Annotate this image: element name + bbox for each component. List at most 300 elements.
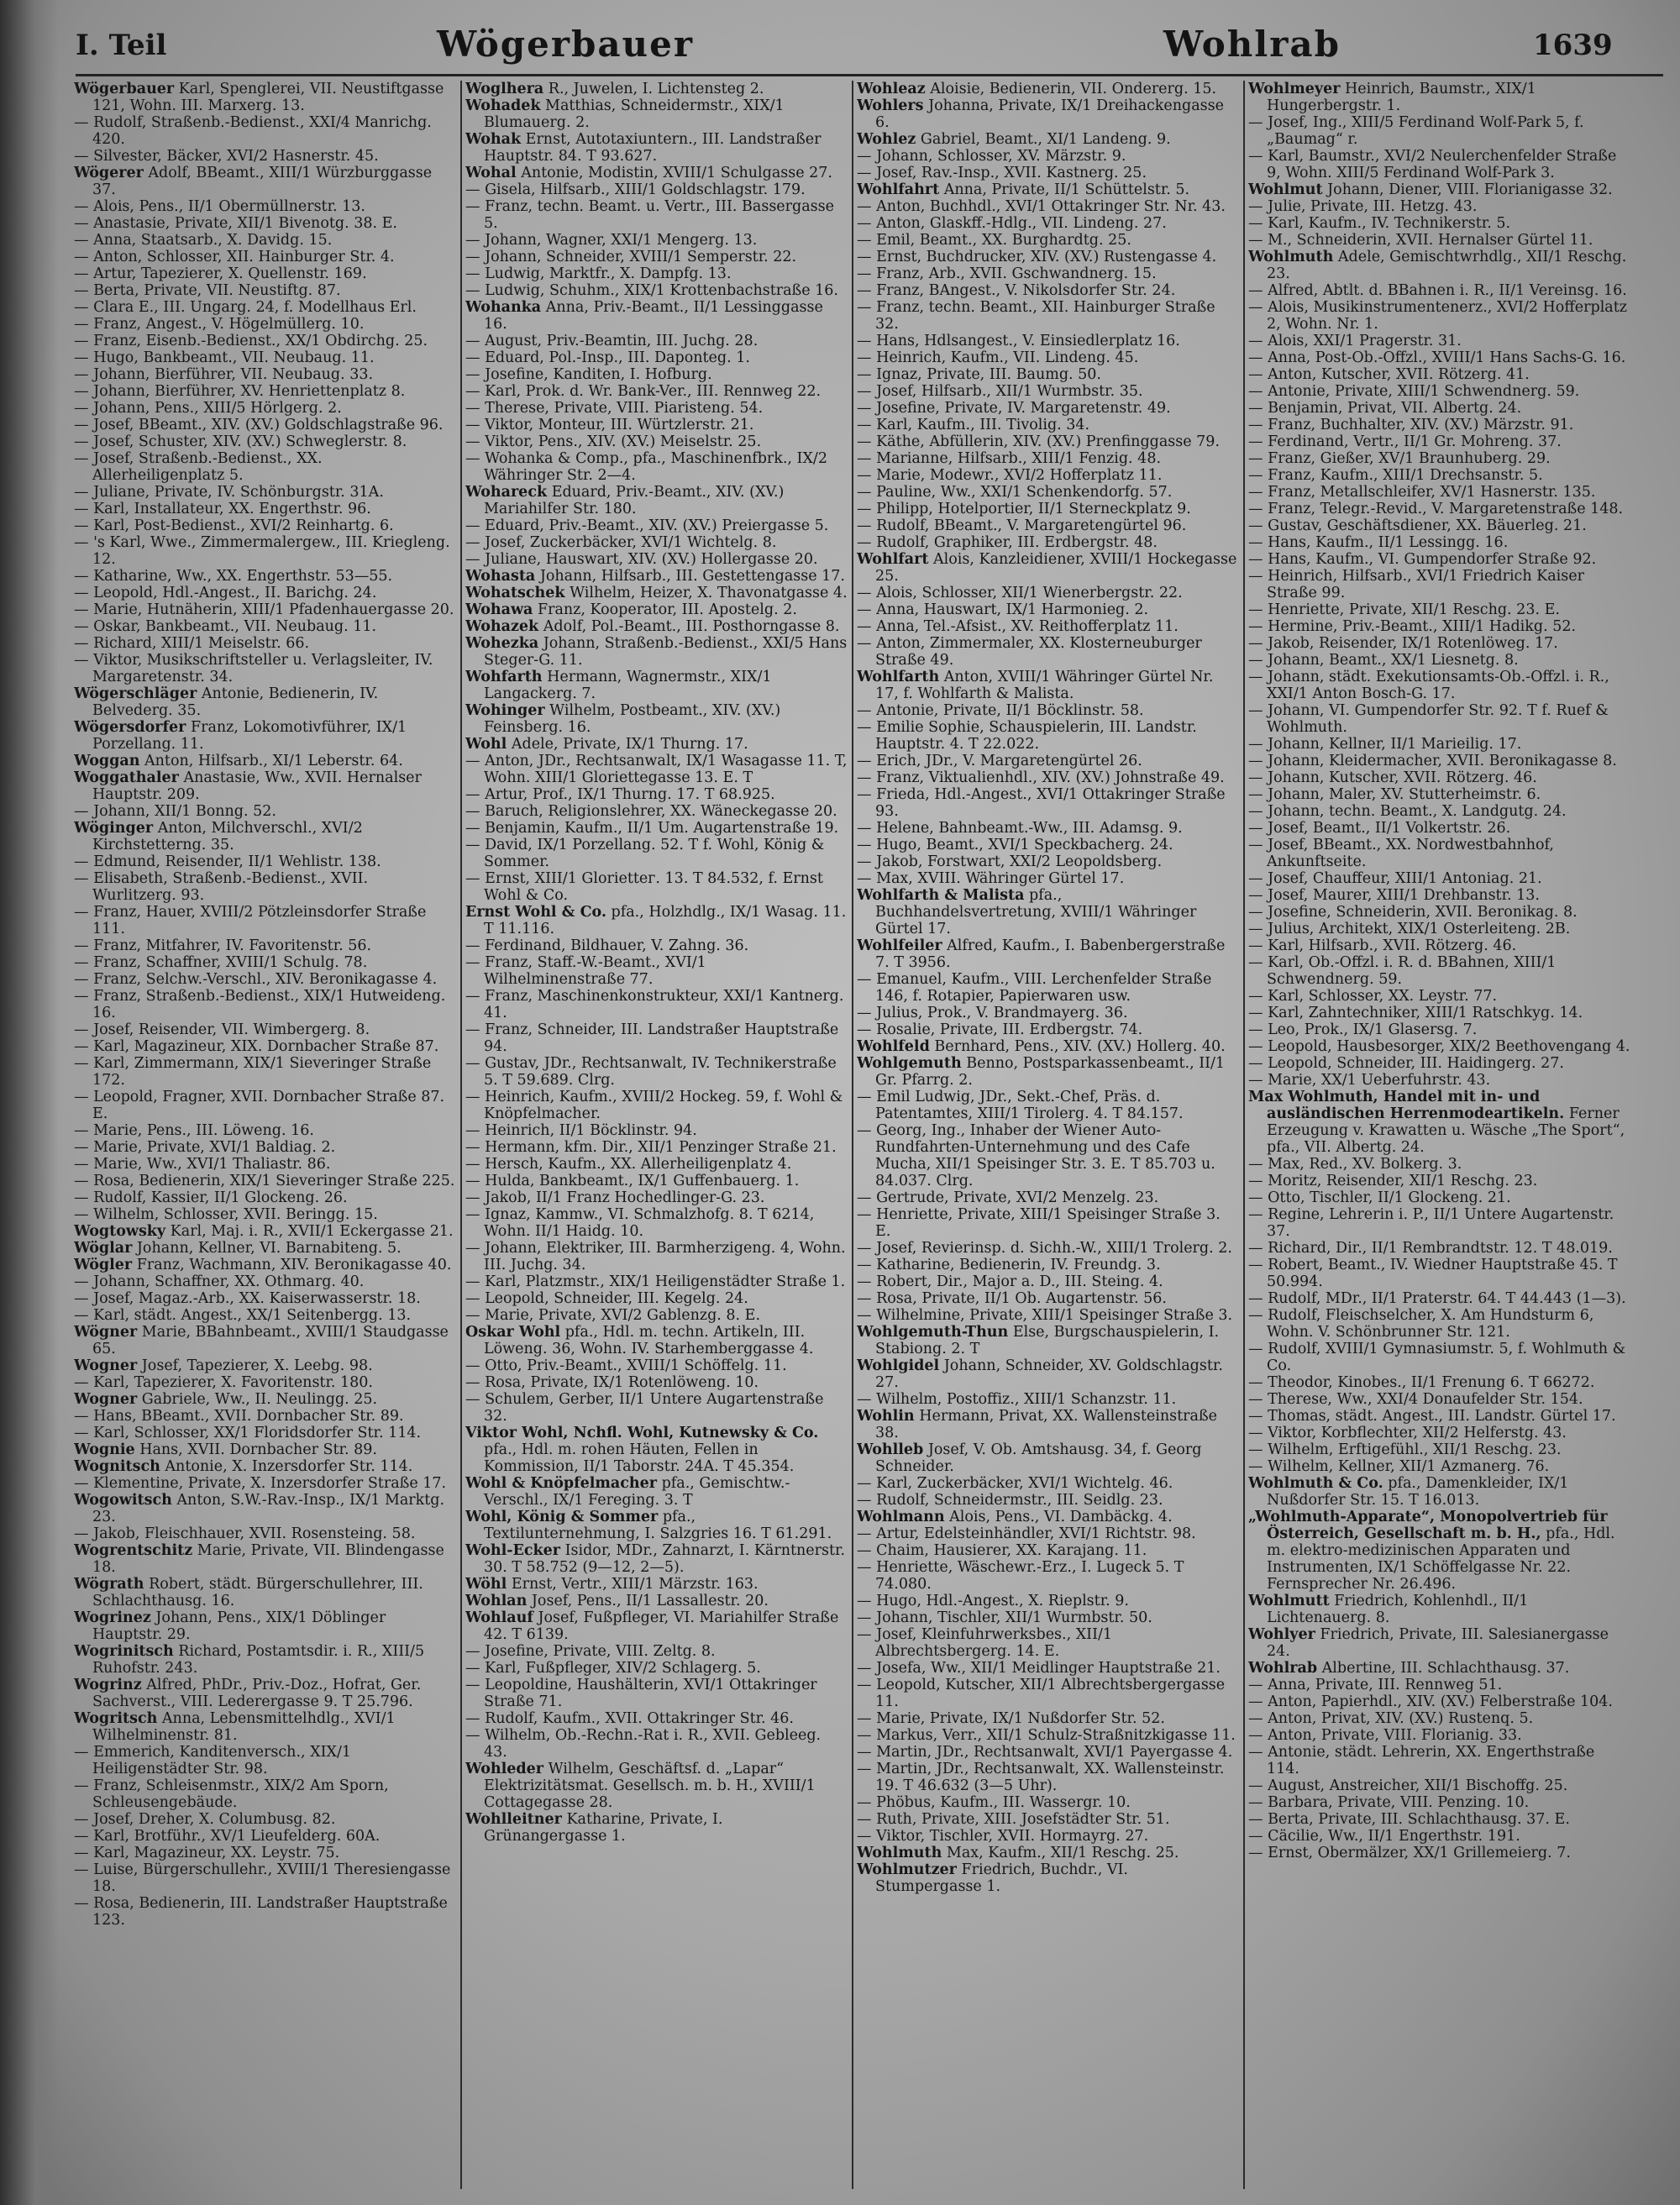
entry-details: Hermann, Wagnermstr., XIX/1 Langackerg. 7. (484, 669, 772, 702)
entry-details: Anna, Priv.-Beamt., II/1 Lessinggasse 16. (484, 299, 823, 333)
directory-entry (465, 870, 848, 904)
directory-entry (1248, 1089, 1630, 1156)
entry-surname: Wohlmuth & Co. (1248, 1475, 1383, 1492)
entry-details: Adele, Gemischtwrhdlg., XII/1 Reschg. 23. (1267, 249, 1627, 282)
directory-entry (74, 198, 456, 215)
entry-details: — Heinrich, II/1 Böcklinstr. 94. (465, 1122, 697, 1139)
directory-entry (857, 837, 1239, 853)
entry-surname: Wohlan (465, 1593, 528, 1609)
entry-surname: Wohlez (857, 131, 916, 148)
entry-surname: Wogrinitsch (74, 1643, 174, 1660)
entry-details: — Anton, Glaskff.-Hdlg., VII. Lindeng. 27. (857, 215, 1167, 232)
entry-details: — Anton, Papierhdl., XIV. (XV.) Felberstraße 104. (1248, 1693, 1613, 1710)
entry-details: Ferner Erzeugung v. Krawatten u. Wäsche „The Sport“, pfa., VII. Albertg. 24. (1267, 1105, 1625, 1156)
entry-surname: Oskar Wohl (465, 1324, 561, 1341)
directory-entry (1248, 652, 1630, 669)
entry-details: — Johann, Pens., XIII/5 Hörlgerg. 2. (74, 400, 342, 417)
directory-entry (465, 988, 848, 1021)
entry-details: — Therese, Ww., XXI/4 Donaufelder Str. 154. (1248, 1391, 1583, 1408)
directory-entry (857, 1307, 1239, 1324)
entry-details: Robert, städt. Bürgerschullehrer, III. Schlachthausg. 16. (92, 1576, 423, 1609)
directory-entry (74, 114, 456, 148)
directory-entry (857, 467, 1239, 484)
entry-surname: Wohl-Ecker (465, 1542, 561, 1559)
entry-details: — Alois, Pens., II/1 Obermüllnerstr. 13. (74, 198, 365, 215)
directory-entry (74, 1525, 456, 1542)
entry-details: — Richard, Dir., II/1 Rembrandtstr. 12. T 48.019. (1248, 1240, 1613, 1257)
entry-surname: Wohatschek (465, 585, 565, 601)
entry-surname: Wohlleb (857, 1441, 924, 1458)
directory-entry (857, 1509, 1239, 1525)
directory-entry (1248, 1290, 1630, 1307)
entry-surname: Wohazek (465, 618, 539, 635)
entry-details: — Ignaz, Kammw., VI. Schmalzhofg. 8. T 6214, Wohn. II/1 Haidg. 10. (465, 1206, 815, 1240)
entry-details: — Emil Ludwig, JDr., Sekt.-Chef, Präs. d. Patentamtes, XIII/1 Tirolerg. 4. T 84.157. (857, 1089, 1184, 1122)
entry-details: — Josef, Schuster, XIV. (XV.) Schweglerstr. 8. (74, 433, 407, 450)
entry-details: — Viktor, Monteur, III. Würtzlerstr. 21. (465, 417, 754, 433)
entry-details: pfa., Holzhdlg., IX/1 Wasag. 11. T 11.116. (484, 904, 847, 937)
entry-details: — Juliane, Private, IV. Schönburgstr. 31A. (74, 484, 384, 501)
entry-details: Anton, S.W.-Rav.-Insp., IX/1 Marktg. 23. (92, 1492, 445, 1525)
entry-details: pfa., Damenkleider, IX/1 Nußdorfer Str. 15. T 16.013. (1267, 1475, 1569, 1509)
first-entry-keyword: Wögerbauer (437, 24, 694, 65)
directory-entry (74, 870, 456, 904)
entry-details: — Ludwig, Marktfr., X. Dampfg. 13. (465, 265, 732, 282)
directory-entry (1248, 366, 1630, 383)
directory-entry (465, 131, 848, 165)
entry-details: — Johann, städt. Exekutionsamts-Ob.-Offzl. i. R., XXI/1 Anton Bosch-G. 17. (1248, 669, 1609, 702)
entry-details: — Josef, BBeamt., XX. Nordwestbahnhof, Ankunftseite. (1248, 837, 1554, 870)
directory-entry (465, 1374, 848, 1391)
column-divider (460, 81, 462, 2189)
directory-entry (74, 1895, 456, 1929)
entry-details: — Karl, Zimmermann, XIX/1 Sieveringer Straße 172. (74, 1055, 432, 1089)
directory-entry (1248, 769, 1630, 786)
entry-details: — Franz, techn. Beamt., XII. Hainburger Straße 32. (857, 299, 1215, 333)
entry-details: Alois, Pens., VI. Dambäckg. 4. (949, 1509, 1173, 1525)
directory-entry (857, 1189, 1239, 1206)
entry-details: — Artur, Prof., IX/1 Thurng. 17. T 68.925. (465, 786, 775, 803)
directory-entry (74, 1475, 456, 1492)
directory-entry (465, 1761, 848, 1811)
directory-entry (74, 1811, 456, 1828)
directory-entry (74, 1206, 456, 1223)
directory-entry (857, 1861, 1239, 1895)
directory-entry (465, 383, 848, 400)
entry-details: Ernst, Autotaxiuntern., III. Landstraßer Hauptstr. 84. T 93.627. (484, 131, 822, 165)
directory-entry (857, 1408, 1239, 1441)
entry-details: — Rosalie, Private, III. Erdbergstr. 74. (857, 1021, 1143, 1038)
entry-details: Johanna, Private, IX/1 Dreihackengasse 6. (875, 97, 1224, 131)
directory-entry (74, 1089, 456, 1122)
entry-details: — Artur, Edelsteinhändler, XVI/1 Richtstr. 98. (857, 1525, 1196, 1542)
directory-entry (1248, 1777, 1630, 1794)
entry-details: — Marianne, Hilfsarb., XIII/1 Fenzig. 48. (857, 450, 1162, 467)
entry-details: — Ruth, Private, XIII. Josefstädter Str. 51. (857, 1811, 1170, 1828)
directory-entry (857, 1845, 1239, 1861)
entry-surname: Wohlmutt (1248, 1593, 1330, 1609)
directory-entry (857, 1257, 1239, 1273)
entry-details: — Barbara, Private, VIII. Penzing. 10. (1248, 1794, 1530, 1811)
directory-entry (857, 517, 1239, 534)
entry-details: — Franz, Kaufm., XIII/1 Drechsanstr. 5. (1248, 467, 1543, 484)
entry-surname: Wohleder (465, 1761, 543, 1777)
entry-details: Josef, Tapezierer, X. Leebg. 98. (141, 1357, 373, 1374)
entry-details: Wilhelm, Geschäftsf. d. „Lapar“ Elektrizitätsmat. Gesellsch. m. b. H., XVIII/1 Cottagegasse 28. (484, 1761, 816, 1811)
entry-surname: Wohareck (465, 484, 548, 501)
directory-entry (857, 366, 1239, 383)
entry-surname: Wohfarth (465, 669, 543, 685)
directory-entry (465, 585, 848, 601)
entry-details: — Josef, Rav.-Insp., XVII. Kastnerg. 25. (857, 165, 1147, 181)
directory-entry (74, 769, 456, 803)
entry-details: — Karl, Schlosser, XX/1 Floridsdorfer Str. 114. (74, 1425, 422, 1441)
entry-details: — Martin, JDr., Rechtsanwalt, XX. Wallensteinstr. 19. T 46.632 (3—5 Uhr). (857, 1761, 1225, 1794)
entry-details: — Karl, Ob.-Offzl. i. R. d. BBahnen, XIII/1 Schwendnerg. 59. (1248, 954, 1557, 988)
directory-entry (74, 1845, 456, 1861)
directory-entry (465, 265, 848, 282)
entry-details: — Anton, JDr., Rechtsanwalt, IX/1 Wasagasse 11. T, Wohn. XIII/1 Gloriettegasse 13. E. T (465, 753, 848, 786)
directory-entry (1248, 736, 1630, 753)
directory-entry (857, 1290, 1239, 1307)
directory-entry (465, 1173, 848, 1189)
directory-entry (1248, 1677, 1630, 1693)
entry-details: — Karl, Kaufm., IV. Technikerstr. 5. (1248, 215, 1511, 232)
directory-entry (857, 971, 1239, 1005)
directory-entry (857, 534, 1239, 551)
directory-entry (1248, 215, 1630, 232)
directory-entry (465, 904, 848, 937)
entry-details: — Wilhelm, Kellner, XII/1 Azmanerg. 76. (1248, 1458, 1550, 1475)
directory-entry (465, 366, 848, 383)
directory-entry (1248, 1441, 1630, 1458)
entry-details: Karl, Maj. i. R., XVII/1 Eckergasse 21. (170, 1223, 454, 1240)
entry-details: — Johann, techn. Beamt., X. Landgutg. 24. (1248, 803, 1567, 820)
entry-details: — Hermine, Priv.-Beamt., XIII/1 Hadikg. 52. (1248, 618, 1577, 635)
entry-surname: Wohlrab (1248, 1660, 1318, 1677)
entry-details: — Moritz, Reisender, XII/1 Reschg. 23. (1248, 1173, 1538, 1189)
entry-details: Friedrich, Kohlenhdl., II/1 Lichtenauerg. 8. (1267, 1593, 1529, 1626)
directory-entry (857, 1492, 1239, 1509)
directory-entry (857, 1005, 1239, 1021)
entry-details: — M., Schneiderin, XVII. Hernalser Gürtel 11. (1248, 232, 1593, 249)
directory-entry (74, 1156, 456, 1173)
entry-details: — Klementine, Private, X. Inzersdorfer Straße 17. (74, 1475, 447, 1492)
directory-entry (1248, 1021, 1630, 1038)
directory-entry (74, 601, 456, 618)
directory-column-2 (465, 81, 848, 2193)
directory-entry (74, 803, 456, 820)
entry-details: — Rosa, Private, IX/1 Rotenlöweng. 10. (465, 1374, 759, 1391)
directory-entry (74, 652, 456, 685)
column-divider (1243, 81, 1245, 2189)
directory-entry (74, 1828, 456, 1845)
directory-entry (1248, 1156, 1630, 1173)
entry-details: Antonie, Modistin, XVIII/1 Schulgasse 27. (521, 165, 832, 181)
directory-entry (465, 937, 848, 954)
directory-entry (857, 181, 1239, 198)
directory-entry (465, 517, 848, 534)
directory-entry (857, 669, 1239, 702)
directory-entry (74, 904, 456, 937)
entry-surname: Wohawa (465, 601, 533, 618)
entry-details: — Heinrich, Kaufm., VII. Lindeng. 45. (857, 349, 1139, 366)
directory-entry (857, 97, 1239, 131)
entry-details: — Karl, Zahntechniker, XIII/1 Ratschkyg. 14. (1248, 1005, 1583, 1021)
entry-details: — Josefine, Private, IV. Margaretenstr. 49. (857, 400, 1171, 417)
directory-entry (74, 1408, 456, 1425)
entry-details: — Rudolf, MDr., II/1 Praterstr. 64. T 44.443 (1—3). (1248, 1290, 1626, 1307)
entry-details: Anna, Private, II/1 Schüttelstr. 5. (943, 181, 1190, 198)
directory-entry (74, 1458, 456, 1475)
entry-surname: Wohlin (857, 1408, 915, 1425)
entry-details: Johann, Pens., XIX/1 Döblinger Hauptstr. 29. (92, 1609, 386, 1643)
directory-entry (74, 1643, 456, 1677)
directory-entry (465, 349, 848, 366)
directory-entry (1248, 887, 1630, 904)
entry-details: Alfred, PhDr., Priv.-Doz., Hofrat, Ger. Sachverst., VIII. Lederergasse 9. T 25.796. (92, 1677, 422, 1710)
directory-entry (74, 753, 456, 769)
directory-entry (857, 1357, 1239, 1391)
directory-entry (74, 299, 456, 316)
directory-entry (1248, 870, 1630, 887)
directory-entry (465, 568, 848, 585)
entry-details: — Anna, Tel.-Afsist., XV. Reithofferplatz 11. (857, 618, 1179, 635)
directory-entry (465, 1643, 848, 1660)
entry-details: — Josef, Dreher, X. Columbusg. 82. (74, 1811, 336, 1828)
entry-details: — Franz, Schaffner, XVIII/1 Schulg. 78. (74, 954, 368, 971)
entry-details: Anton, Hilfsarb., XI/1 Leberstr. 64. (144, 753, 403, 769)
entry-surname: Wogtowsky (74, 1223, 166, 1240)
entry-details: — Josef, Zuckerbäcker, XVI/1 Wichtelg. 8. (465, 534, 777, 551)
directory-entry (857, 1542, 1239, 1559)
entry-details: Albertine, III. Schlachthausg. 37. (1321, 1660, 1570, 1677)
entry-details: — Leopold, Hausbesorger, XIX/2 Beethovengang 4. (1248, 1038, 1630, 1055)
directory-entry (465, 1475, 848, 1509)
entry-details: — Eduard, Pol.-Insp., III. Daponteg. 1. (465, 349, 750, 366)
entry-details: — Franz, Buchhalter, XIV. (XV.) Märzstr. 91. (1248, 417, 1574, 433)
directory-entry (1248, 1458, 1630, 1475)
directory-entry (74, 232, 456, 249)
entry-details: Katharine, Private, I. Grünangergasse 1. (484, 1811, 723, 1845)
entry-details: — Luise, Bürgerschullehr., XVIII/1 Theresiengasse 18. (74, 1861, 451, 1895)
entry-details: — Emil, Beamt., XX. Burghardtg. 25. (857, 232, 1131, 249)
entry-surname: Wohinger (465, 702, 545, 719)
entry-details: — Johann, Schaffner, XX. Othmarg. 40. (74, 1273, 365, 1290)
directory-entry (465, 1324, 848, 1357)
directory-entry (465, 1156, 848, 1173)
directory-entry (1248, 400, 1630, 417)
entry-details: Eduard, Priv.-Beamt., XIV. (XV.) Mariahilfer Str. 180. (484, 484, 785, 517)
entry-details: pfa., Gemischtw.-Verschl., IX/1 Fereging. 3. T (484, 1475, 790, 1509)
entry-details: — Julius, Prok., V. Brandmayerg. 36. (857, 1005, 1128, 1021)
entry-details: — Julie, Private, III. Hetzg. 43. (1248, 198, 1478, 215)
entry-details: — Josefine, Private, VIII. Zeltg. 8. (465, 1643, 716, 1660)
directory-entry (857, 786, 1239, 820)
directory-entry (857, 215, 1239, 232)
directory-entry (74, 1744, 456, 1777)
directory-entry (857, 1559, 1239, 1593)
directory-entry (465, 198, 848, 232)
entry-details: — Johann, Bierführer, XV. Henriettenplatz 8. (74, 383, 406, 400)
entry-details: — Franz, techn. Beamt. u. Vertr., III. Bassergasse 5. (465, 198, 834, 232)
directory-entry (857, 165, 1239, 181)
directory-entry (1248, 1727, 1630, 1744)
directory-entry (465, 1189, 848, 1206)
entry-details: — Oskar, Bankbeamt., VII. Neubaug. 11. (74, 618, 377, 635)
entry-details: — Anna, Private, III. Rennweg 51. (1248, 1677, 1503, 1693)
directory-entry (1248, 484, 1630, 501)
entry-surname: Wohlfarth (857, 669, 940, 685)
directory-entry (74, 1290, 456, 1307)
directory-entry (74, 820, 456, 853)
entry-surname: Wohlmut (1248, 181, 1323, 198)
directory-entry (857, 131, 1239, 148)
entry-details: — Antonie, Private, II/1 Böcklinstr. 58. (857, 702, 1144, 719)
entry-details: — Ernst, Obermälzer, XX/1 Grillemeierg. 7. (1248, 1845, 1571, 1861)
directory-entry (1248, 282, 1630, 299)
directory-entry (1248, 1257, 1630, 1290)
directory-entry (465, 81, 848, 97)
entry-details: — Schulem, Gerber, II/1 Untere Augartenstraße 32. (465, 1391, 824, 1425)
entry-details: — Hans, BBeamt., XVII. Dornbacher Str. 89. (74, 1408, 404, 1425)
directory-entry (74, 501, 456, 517)
directory-entry (1248, 450, 1630, 467)
entry-details: — Anton, Buchhdl., XVI/1 Ottakringer Str. Nr. 43. (857, 198, 1226, 215)
entry-surname: Wohlmann (857, 1509, 945, 1525)
entry-details: — Wilhelm, Schlosser, XVII. Beringg. 15. (74, 1206, 378, 1223)
entry-details: — Anton, Kutscher, XVII. Rötzerg. 41. (1248, 366, 1530, 383)
entry-details: Heinrich, Baumstr., XIX/1 Hungerbergstr. 1. (1267, 81, 1536, 114)
directory-entry (1248, 820, 1630, 837)
directory-entry (465, 1727, 848, 1761)
directory-entry (465, 1021, 848, 1055)
entry-details: — Josef, Reisender, VII. Wimbergerg. 8. (74, 1021, 370, 1038)
directory-entry (857, 333, 1239, 349)
entry-details: — Eduard, Priv.-Beamt., XIV. (XV.) Preiergasse 5. (465, 517, 829, 534)
directory-entry (74, 937, 456, 954)
directory-entry (1248, 1475, 1630, 1509)
entry-details: — Ernst, Buchdrucker, XIV. (XV.) Rustengasse 4. (857, 249, 1217, 265)
entry-details: Friedrich, Buchdr., VI. Stumpergasse 1. (875, 1861, 1128, 1895)
directory-entry (857, 618, 1239, 635)
entry-details: — Anna, Post-Ob.-Offzl., XVIII/1 Hans Sachs-G. 16. (1248, 349, 1626, 366)
entry-details: — Franz, Eisenb.-Bedienst., XX/1 Obdirchg. 25. (74, 333, 428, 349)
entry-details: — Karl, Tapezierer, X. Favoritenstr. 180. (74, 1374, 373, 1391)
directory-entry (1248, 1509, 1630, 1593)
entry-details: — Karl, Magazineur, XX. Leystr. 75. (74, 1845, 340, 1861)
directory-entry (857, 702, 1239, 719)
directory-entry (857, 81, 1239, 97)
entry-details: — Rosa, Private, II/1 Ob. Augartenstr. 56. (857, 1290, 1167, 1307)
directory-entry (857, 601, 1239, 618)
entry-details: — Antonie, städt. Lehrerin, XX. Engerthstraße 114. (1248, 1744, 1595, 1777)
directory-entry (74, 148, 456, 165)
entry-details: — Johann, Beamt., XX/1 Liesnetg. 8. (1248, 652, 1519, 669)
directory-entry (465, 1290, 848, 1307)
entry-details: — Benjamin, Privat, VII. Albertg. 24. (1248, 400, 1522, 417)
entry-details: — Johann, Maler, XV. Stutterheimstr. 6. (1248, 786, 1541, 803)
directory-entry (74, 685, 456, 719)
entry-details: — Jakob, Reisender, IX/1 Rotenlöweg. 17. (1248, 635, 1558, 652)
directory-entry (465, 954, 848, 988)
directory-entry (857, 1441, 1239, 1475)
directory-entry (74, 568, 456, 585)
directory-entry (465, 181, 848, 198)
entry-surname: Wogner (74, 1357, 138, 1374)
entry-surname: Wohlfahrt (857, 181, 940, 198)
directory-entry (857, 1324, 1239, 1357)
entry-details: — Gustav, Geschäftsdiener, XX. Bäuerleg. 21. (1248, 517, 1587, 534)
entry-surname: Wohlmuth (1248, 249, 1334, 265)
directory-entry (1248, 1593, 1630, 1626)
entry-details: — Theodor, Kinobes., II/1 Frenung 6. T 66272. (1248, 1374, 1595, 1391)
directory-entry (74, 1542, 456, 1576)
entry-details: — Johann, Wagner, XXI/1 Mengerg. 13. (465, 232, 758, 249)
entry-surname: Wohlmuth (857, 1845, 942, 1861)
entry-details: — August, Priv.-Beamtin, III. Juchg. 28. (465, 333, 759, 349)
entry-details: — Marie, Private, IX/1 Nußdorfer Str. 52. (857, 1710, 1165, 1727)
entry-details: Friedrich, Private, III. Salesianergasse 24. (1267, 1626, 1609, 1660)
directory-entry (74, 1391, 456, 1408)
directory-entry (74, 433, 456, 450)
directory-entry (74, 1307, 456, 1324)
entry-details: — Ferdinand, Vertr., II/1 Gr. Mohreng. 37. (1248, 433, 1562, 450)
entry-details: — Gisela, Hilfsarb., XIII/1 Goldschlagstr. 179. (465, 181, 806, 198)
directory-entry (1248, 299, 1630, 333)
directory-entry (857, 1122, 1239, 1189)
entry-details: — Leopoldine, Haushälterin, XVI/1 Ottakringer Straße 71. (465, 1677, 817, 1710)
entry-details: — Emanuel, Kaufm., VIII. Lerchenfelder Straße 146, f. Rotapier, Papierwaren usw. (857, 971, 1212, 1005)
entry-details: — Franz, BAngest., V. Nikolsdorfer Str. 24. (857, 282, 1176, 299)
directory-entry (74, 534, 456, 568)
directory-entry (465, 1391, 848, 1425)
directory-entry (857, 1038, 1239, 1055)
entry-surname: Wohak (465, 131, 522, 148)
entry-details: — Franz, Straßenb.-Bedienst., XIX/1 Hutweideng. 16. (74, 988, 446, 1021)
entry-details: R., Juwelen, I. Lichtensteg 2. (548, 81, 764, 97)
directory-entry (74, 282, 456, 299)
entry-details: Richard, Postamtsdir. i. R., XIII/5 Ruhofstr. 243. (92, 1643, 425, 1677)
entry-details: Adolf, BBeamt., XIII/1 Würzburggasse 37. (92, 165, 433, 198)
entry-details: Hermann, Privat, XX. Wallensteinstraße 38. (875, 1408, 1217, 1441)
directory-entry (465, 669, 848, 702)
directory-entry (857, 1055, 1239, 1089)
entry-details: Johann, Diener, VIII. Florianigasse 32. (1327, 181, 1613, 198)
page-number: 1639 (1533, 29, 1613, 62)
column-divider (852, 81, 853, 2189)
directory-entry (1248, 837, 1630, 870)
directory-entry (1248, 1005, 1630, 1021)
entry-details: — Frieda, Hdl.-Angest., XVI/1 Ottakringer Straße 93. (857, 786, 1226, 820)
directory-entry (1248, 1341, 1630, 1374)
entry-details: Karl, Spenglerei, VII. Neustiftgasse 121, Wohn. III. Marxerg. 13. (92, 81, 444, 114)
directory-entry (857, 585, 1239, 601)
directory-entry (465, 1710, 848, 1727)
entry-details: — Josef, BBeamt., XIV. (XV.) Goldschlagstraße 96. (74, 417, 444, 433)
entry-details: — Rudolf, Kaufm., XVII. Ottakringer Str. 46. (465, 1710, 794, 1727)
entry-details: — Josef, Straßenb.-Bedienst., XX. Allerheiligenplatz 5. (74, 450, 323, 484)
entry-details: — Rudolf, Kassier, II/1 Glockeng. 26. (74, 1189, 348, 1206)
entry-details: — Otto, Tischler, II/1 Glockeng. 21. (1248, 1189, 1511, 1206)
directory-entry (1248, 1038, 1630, 1055)
entry-details: — Anton, Privat, XIV. (XV.) Rustenq. 5. (1248, 1710, 1534, 1727)
directory-entry (857, 870, 1239, 887)
directory-entry (1248, 232, 1630, 249)
directory-entry (857, 1710, 1239, 1727)
entry-details: — David, IX/1 Porzellang. 52. T f. Wohl, König & Sommer. (465, 837, 825, 870)
directory-entry (465, 635, 848, 669)
